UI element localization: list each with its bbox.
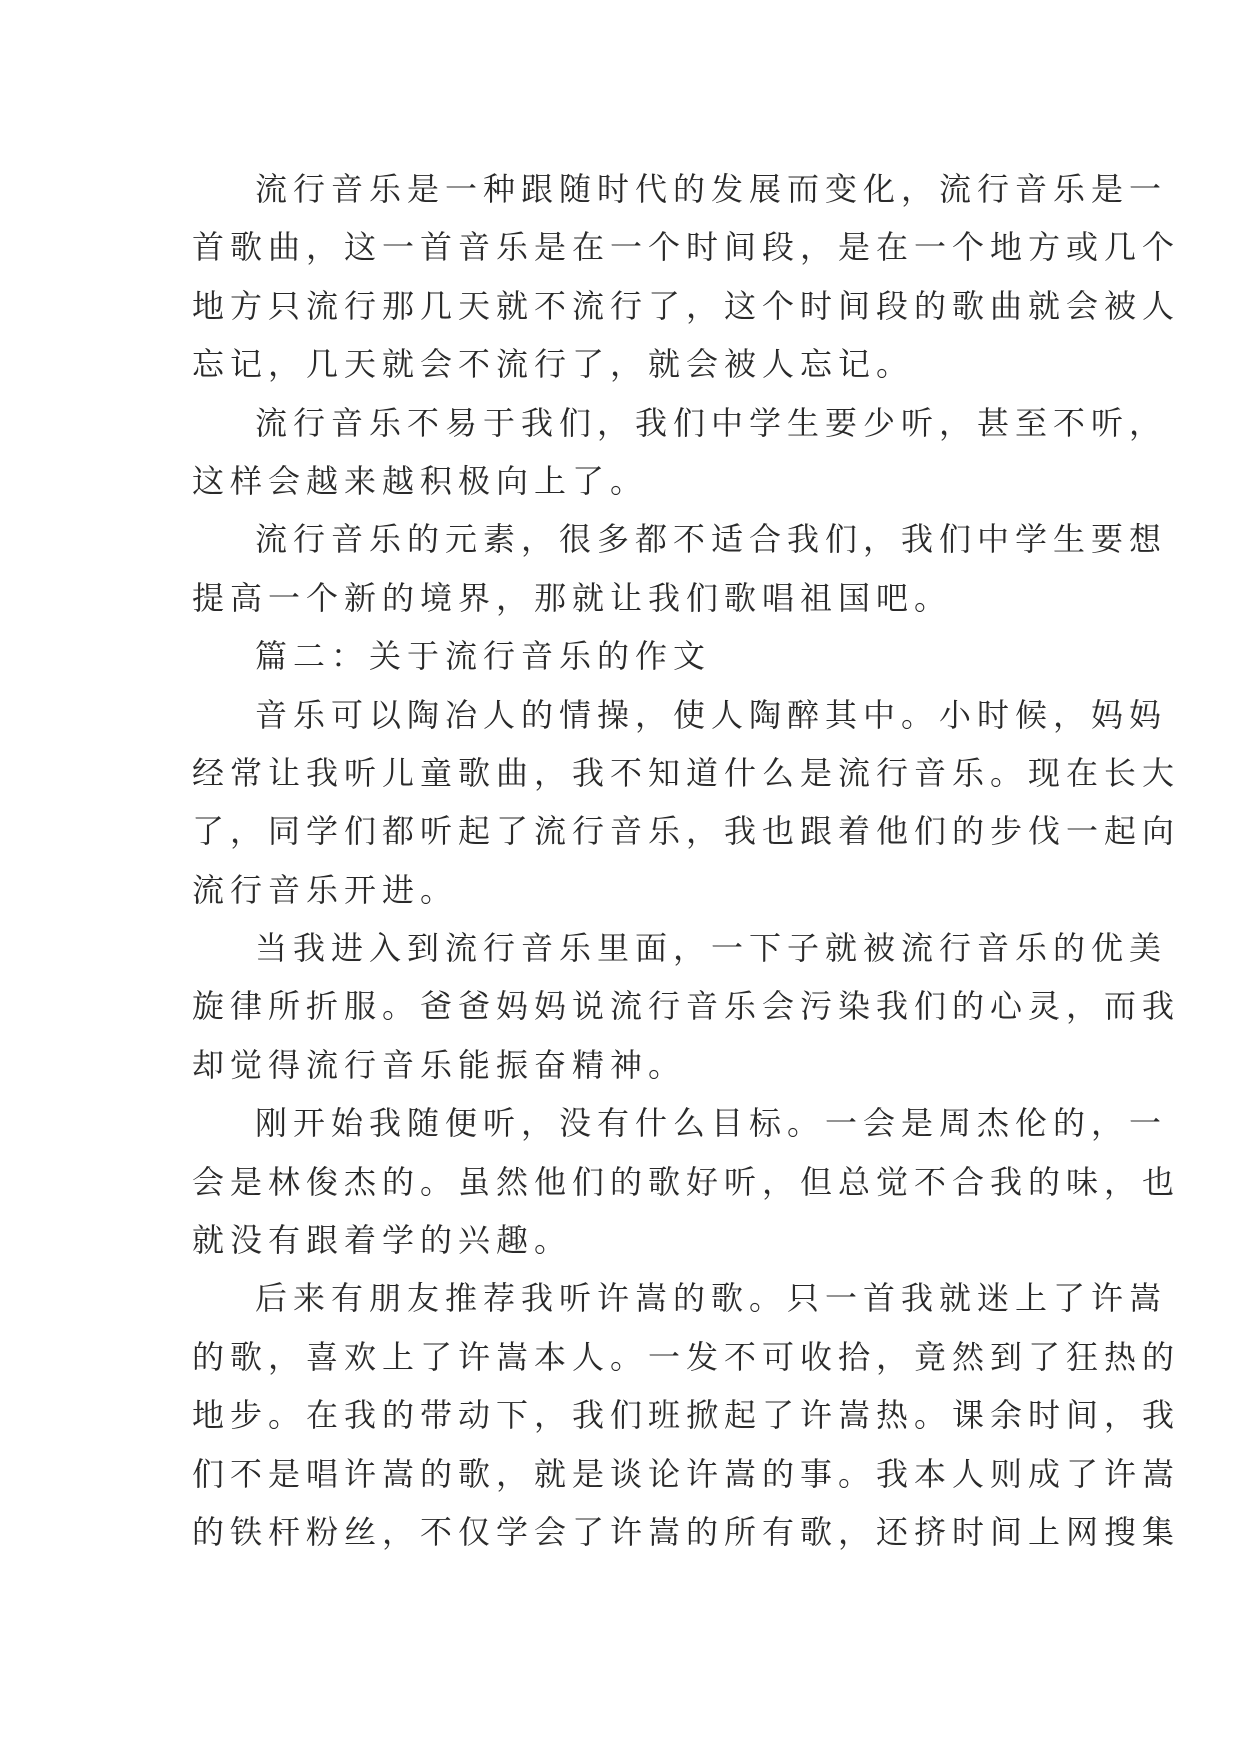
text-line: 提高一个新的境界，那就让我们歌唱祖国吧。 [192, 578, 953, 617]
text-line: 流行音乐是一种跟随时代的发展而变化，流行音乐是一 [255, 170, 1168, 208]
text-line: 们不是唱许嵩的歌，就是谈论许嵩的事。我本人则成了许嵩 [192, 1454, 1181, 1493]
text-line: 流行音乐开进。 [192, 870, 459, 909]
text-line: 地方只流行那几天就不流行了，这个时间段的歌曲就会被人 [192, 286, 1181, 325]
text-line: 忘记，几天就会不流行了，就会被人忘记。 [192, 345, 915, 384]
text-line: 首歌曲，这一首音乐是在一个时间段，是在一个地方或几个 [192, 228, 1181, 267]
text-line: 就没有跟着学的兴趣。 [192, 1221, 573, 1260]
text-line: 地步。在我的带动下，我们班掀起了许嵩热。课余时间，我 [192, 1396, 1181, 1435]
text-line: 的铁杆粉丝，不仅学会了许嵩的所有歌，还挤时间上网搜集 [192, 1512, 1181, 1551]
text-line: 这样会越来越积极向上了。 [192, 461, 649, 500]
text-line: 了，同学们都听起了流行音乐，我也跟着他们的步伐一起向 [192, 812, 1181, 851]
text-line: 经常让我听儿童歌曲，我不知道什么是流行音乐。现在长大 [192, 753, 1181, 792]
text-line: 当我进入到流行音乐里面，一下子就被流行音乐的优美 [255, 929, 1168, 968]
text-line: 流行音乐的元素，很多都不适合我们，我们中学生要想 [255, 520, 1168, 559]
text-line: 音乐可以陶冶人的情操，使人陶醉其中。小时候，妈妈 [255, 695, 1168, 734]
text-line: 旋律所折服。爸爸妈妈说流行音乐会污染我们的心灵，而我 [192, 987, 1181, 1026]
document-body [192, 160, 1181, 1561]
text-line: 却觉得流行音乐能振奋精神。 [192, 1045, 687, 1084]
text-line: 刚开始我随便听，没有什么目标。一会是周杰伦的，一 [255, 1104, 1168, 1143]
text-line: 的歌，喜欢上了许嵩本人。一发不可收拾，竟然到了狂热的 [192, 1337, 1181, 1376]
text-line: 流行音乐不易于我们，我们中学生要少听，甚至不听， [255, 403, 1168, 442]
text-line: 后来有朋友推荐我听许嵩的歌。只一首我就迷上了许嵩 [255, 1279, 1168, 1318]
text-line: 会是林俊杰的。虽然他们的歌好听，但总觉不合我的味，也 [192, 1162, 1181, 1201]
section-heading: 篇二：关于流行音乐的作文 [255, 637, 712, 676]
